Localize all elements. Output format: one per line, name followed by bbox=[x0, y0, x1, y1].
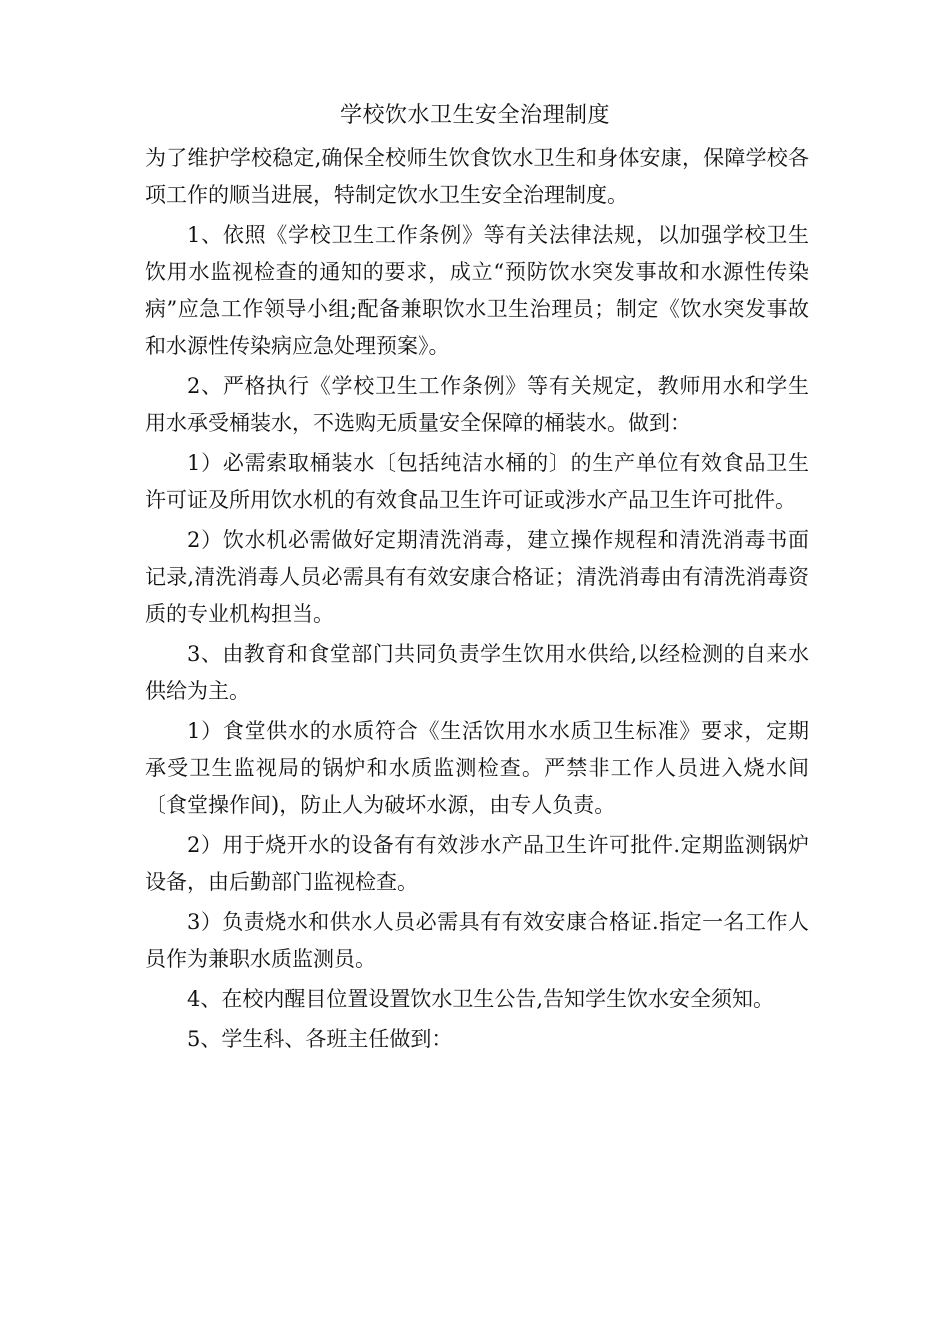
paragraph-item-5: 5、学生科、各班主任做到： bbox=[187, 1027, 453, 1051]
paragraph-item-1: 1、依照《学校卫生工作条例》等有关法律法规，以加强学校卫生饮用水监视检查的通知的要求，成立“预防饮水突发事故和水源性传染病”应急工作领导小组;配备兼职饮水卫生治理员；制定《饮水突发事故和水源性传染病应急处理预案》。 bbox=[145, 223, 809, 358]
paragraph-intro: 为了维护学校稳定,确保全校师生饮食饮水卫生和身体安康，保障学校各项工作的顺当进展，特制定饮水卫生安全治理制度。 bbox=[145, 146, 809, 207]
paragraph-item-2: 2、严格执行《学校卫生工作条例》等有关规定，教师用水和学生用水承受桶装水，不选购无质量安全保障的桶装水。做到： bbox=[145, 374, 809, 435]
document-body bbox=[145, 140, 809, 1058]
paragraph-item-3-3: 3）负责烧水和供水人员必需具有有效安康合格证.指定一名工作人员作为兼职水质监测员。 bbox=[145, 910, 809, 971]
paragraph-item-2-1: 1）必需索取桶装水〔包括纯洁水桶的〕的生产单位有效食品卫生许可证及所用饮水机的有效食品卫生许可证或涉水产品卫生许可批件。 bbox=[145, 451, 809, 512]
paragraph-item-2-2: 2）饮水机必需做好定期清洗消毒，建立操作规程和清洗消毒书面记录,清洗消毒人员必需具有有效安康合格证；清洗消毒由有清洗消毒资质的专业机构担当。 bbox=[145, 528, 809, 626]
paragraph-item-3: 3、由教育和食堂部门共同负责学生饮用水供给,以经检测的自来水供给为主。 bbox=[145, 642, 809, 703]
paragraph-item-4: 4、在校内醒目位置设置饮水卫生公告,告知学生饮水安全须知。 bbox=[187, 987, 775, 1011]
document-title: 学校饮水卫生安全治理制度 bbox=[339, 103, 610, 128]
paragraph-item-3-1: 1）食堂供水的水质符合《生活饮用水水质卫生标准》要求，定期承受卫生监视局的锅炉和水质监测检查。严禁非工作人员进入烧水间〔食堂操作间)，防止人为破坏水源，由专人负责。 bbox=[145, 719, 809, 817]
paragraph-item-3-2: 2）用于烧开水的设备有有效涉水产品卫生许可批件.定期监测锅炉设备，由后勤部门监视检查。 bbox=[145, 833, 809, 894]
